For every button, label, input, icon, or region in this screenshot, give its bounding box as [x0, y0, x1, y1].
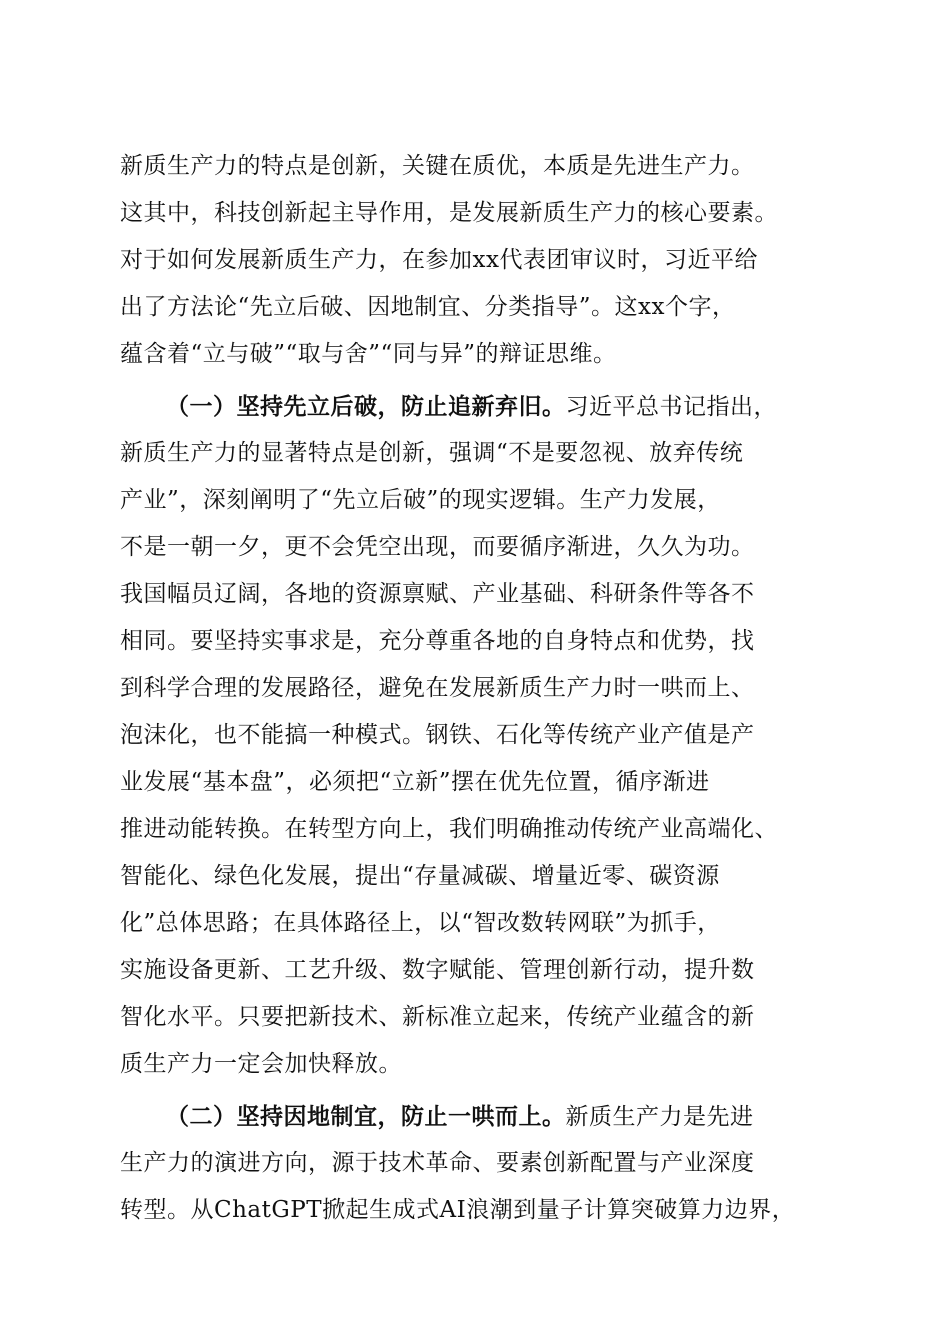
text-line: 实施设备更新、工艺升级、数字赋能、管理创新行动，提升数	[120, 957, 755, 983]
text-line: 泡沫化，也不能搞一种模式。钢铁、石化等传统产业产值是产	[120, 722, 755, 748]
paragraph-section-1	[120, 383, 830, 1088]
text-line: 生产力的演进方向，源于技术革命、要素创新配置与产业深度	[120, 1150, 755, 1176]
paragraph-section-2	[120, 1093, 830, 1234]
text-line: 推进动能转换。在转型方向上，我们明确推动传统产业高端化、	[120, 816, 778, 842]
section-heading: （二）坚持因地制宜，防止一哄而上。	[166, 1103, 566, 1130]
text-line	[120, 383, 830, 430]
text-line: 我国幅员辽阔，各地的资源禀赋、产业基础、科研条件等各不	[120, 581, 755, 607]
text-line: 业发展“基本盘”，必须把“立新”摆在优先位置，循序渐进	[120, 769, 710, 795]
text-line: 产业”，深刻阐明了“先立后破”的现实逻辑。生产力发展，	[120, 487, 721, 513]
text-line: 智化水平。只要把新技术、新标准立起来，传统产业蕴含的新	[120, 1004, 755, 1030]
text-line: 这其中，科技创新起主导作用，是发展新质生产力的核心要素。	[120, 200, 778, 226]
text-line: 到科学合理的发展路径，避免在发展新质生产力时一哄而上、	[120, 675, 755, 701]
text-line: 相同。要坚持实事求是，充分尊重各地的自身特点和优势，找	[120, 628, 755, 654]
section-heading: （一）坚持先立后破，防止追新弃旧。	[166, 393, 566, 420]
text-line: 对于如何发展新质生产力，在参加xx代表团审议时，习近平给	[120, 247, 758, 273]
text-line: 新质生产力的特点是创新，关键在质优，本质是先进生产力。	[120, 153, 755, 179]
paragraph-intro	[120, 143, 830, 378]
text-line: 新质生产力的显著特点是创新，强调“不是要忽视、放弃传统	[120, 440, 744, 466]
text-span: 习近平总书记指出，	[565, 394, 777, 420]
text-line: 出了方法论“先立后破、因地制宜、分类指导”。这xx个字，	[120, 294, 736, 320]
text-line: 智能化、绿色化发展，提出“存量减碳、增量近零、碳资源	[120, 863, 720, 889]
text-line: 蕴含着“立与破”“取与舍”“同与异”的辩证思维。	[120, 341, 617, 367]
document-body	[120, 143, 830, 1234]
text-line: 不是一朝一夕，更不会凭空出现，而要循序渐进，久久为功。	[120, 534, 755, 560]
text-line: 化”总体思路；在具体路径上，以“智改数转网联”为抓手，	[120, 910, 721, 936]
text-span: 新质生产力是先进	[565, 1104, 754, 1130]
text-line: 转型。从ChatGPT掀起生成式AI浪潮到量子计算突破算力边界，	[120, 1197, 796, 1223]
text-line	[120, 1093, 830, 1140]
text-line: 质生产力一定会加快释放。	[120, 1051, 402, 1077]
